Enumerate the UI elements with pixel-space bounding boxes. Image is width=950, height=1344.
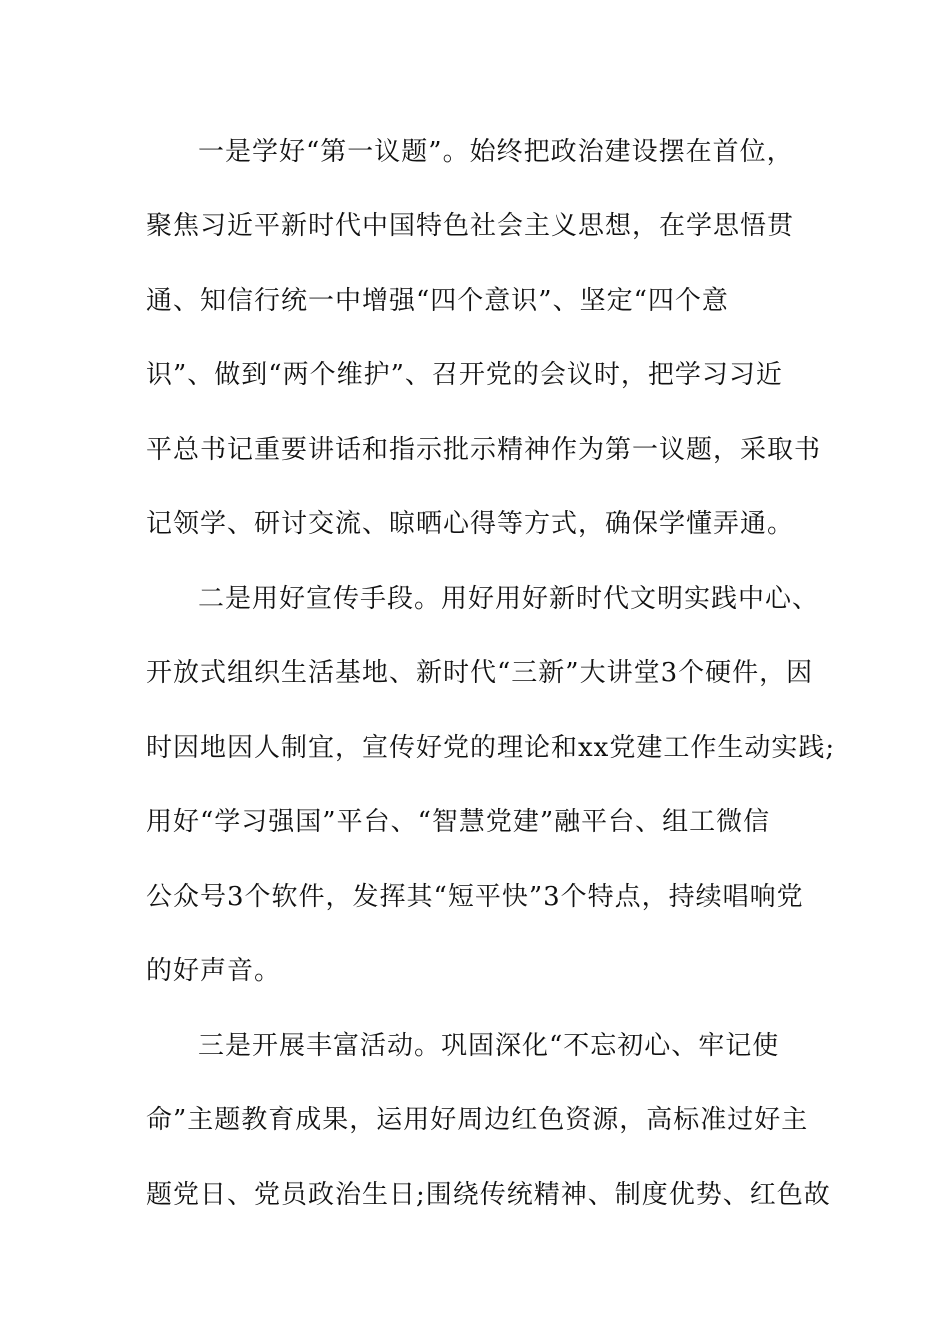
paragraph-3-line-1: 三是开展丰富活动。巩固深化“不忘初心、牢记使 — [198, 1031, 780, 1061]
paragraph-1-line-3: 通、知信行统一中增强“四个意识”、坚定“四个意 — [146, 286, 729, 316]
paragraph-2-line-5: 公众号3个软件，发挥其“短平快”3个特点，持续唱响党 — [146, 882, 804, 912]
paragraph-1-line-4: 识”、做到“两个维护”、召开党的会议时，把学习习近 — [146, 360, 783, 390]
paragraph-2-line-3: 时因地因人制宜，宣传好党的理论和xx党建工作生动实践; — [146, 733, 836, 763]
paragraph-1-line-6: 记领学、研讨交流、晾晒心得等方式，确保学懂弄通。 — [146, 509, 795, 539]
paragraph-2-line-2: 开放式组织生活基地、新时代“三新”大讲堂3个硬件，因 — [146, 658, 814, 688]
paragraph-3-line-3: 题党日、党员政治生日;围绕传统精神、制度优势、红色故 — [146, 1180, 831, 1210]
paragraph-2-line-1: 二是用好宣传手段。用好用好新时代文明实践中心、 — [198, 584, 820, 614]
paragraph-1-line-1: 一是学好“第一议题”。始终把政治建设摆在首位， — [198, 137, 794, 167]
paragraph-1-line-5: 平总书记重要讲话和指示批示精神作为第一议题，采取书 — [146, 435, 822, 465]
paragraph-3-line-2: 命”主题教育成果，运用好周边红色资源，高标准过好主 — [146, 1105, 809, 1135]
paragraph-2-line-6: 的好声音。 — [146, 956, 282, 986]
paragraph-1-line-2: 聚焦习近平新时代中国特色社会主义思想，在学思悟贯 — [146, 211, 795, 241]
paragraph-2-line-4: 用好“学习强国”平台、“智慧党建”融平台、组工微信 — [146, 807, 771, 837]
